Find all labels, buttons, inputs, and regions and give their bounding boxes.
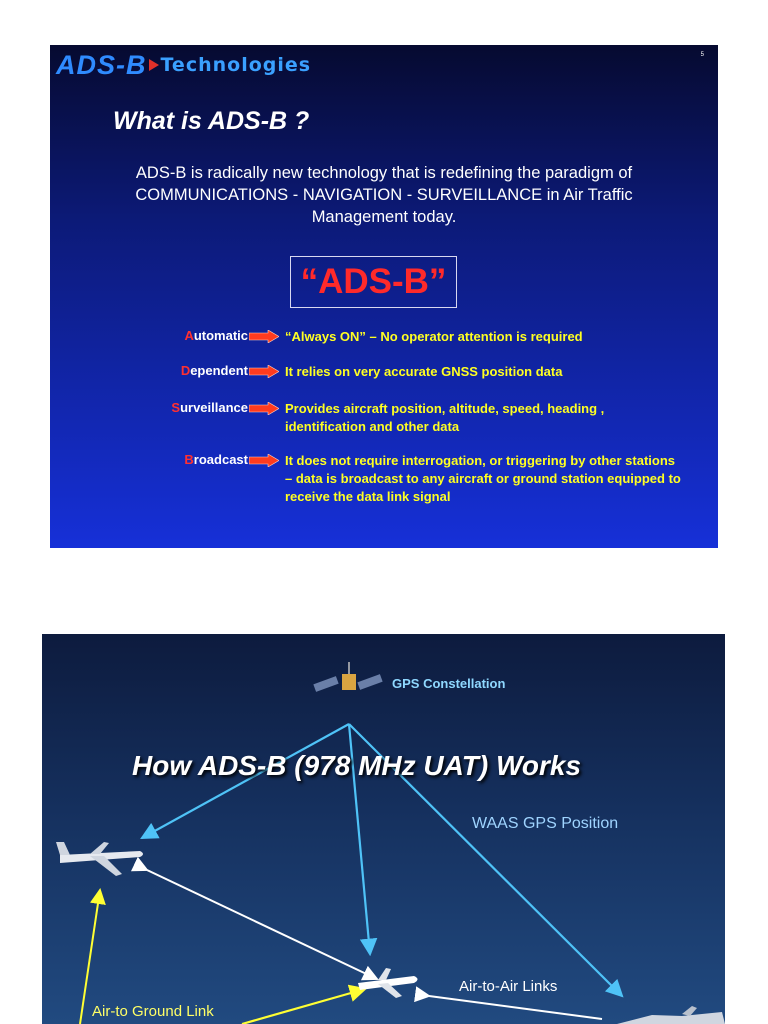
logo-mark: ADS-B [56,49,147,80]
definition-term: Automatic [184,328,248,343]
right-arrow-icon [249,454,279,467]
definition-term: Dependent [180,363,248,378]
intro-line: COMMUNICATIONS - NAVIGATION - SURVEILLANCE in Air Traffic [135,186,633,204]
airliner-icon [56,842,143,876]
definition-text: It does not require interrogation, or triggering by other stations – data is broadcast to any aircraft or ground station equipped to receive the data link signal [285,453,681,504]
slide-how-adsb-works [42,634,725,1024]
partial-aircraft-icon [617,1006,725,1024]
right-arrow-icon [249,402,279,415]
logo-wordmark: Technologies [160,54,312,76]
slide-what-is-adsb [50,45,718,548]
definition-text: It relies on very accurate GNSS position data [285,364,563,379]
slide-title: How ADS-B (978 MHz UAT) Works [132,750,582,781]
right-arrow-icon [249,365,279,378]
waas-gps-position-label: WAAS GPS Position [472,815,619,832]
air-to-air-links-label: Air-to-Air Links [459,978,558,995]
business-jet-icon [358,968,418,998]
air-to-ground-link-label: Air-to Ground Link [92,1003,214,1020]
adsb-highlight-box: “ADS-B” [290,256,457,308]
gps-satellite-icon [313,662,382,692]
slide-title: What is ADS-B ? [113,107,310,135]
definition-term: Surveillance [171,400,248,415]
intro-paragraph [80,162,688,228]
definition-text: “Always ON” – No operator attention is required [285,329,583,344]
definition-term: Broadcast [184,452,248,467]
logo-arrow-icon [149,59,159,71]
right-arrow-icon [249,330,279,343]
definition-text: Provides aircraft position, altitude, speed, heading , identification and other data [285,401,605,434]
intro-line: ADS-B is radically new technology that is redefining the paradigm of [135,164,633,182]
adsb-network-diagram [42,634,725,1024]
adsb-technologies-logo [56,49,311,81]
gps-constellation-label: GPS Constellation [392,676,506,691]
slide-number: 5 [700,52,704,58]
intro-line: Management today. [311,208,457,226]
